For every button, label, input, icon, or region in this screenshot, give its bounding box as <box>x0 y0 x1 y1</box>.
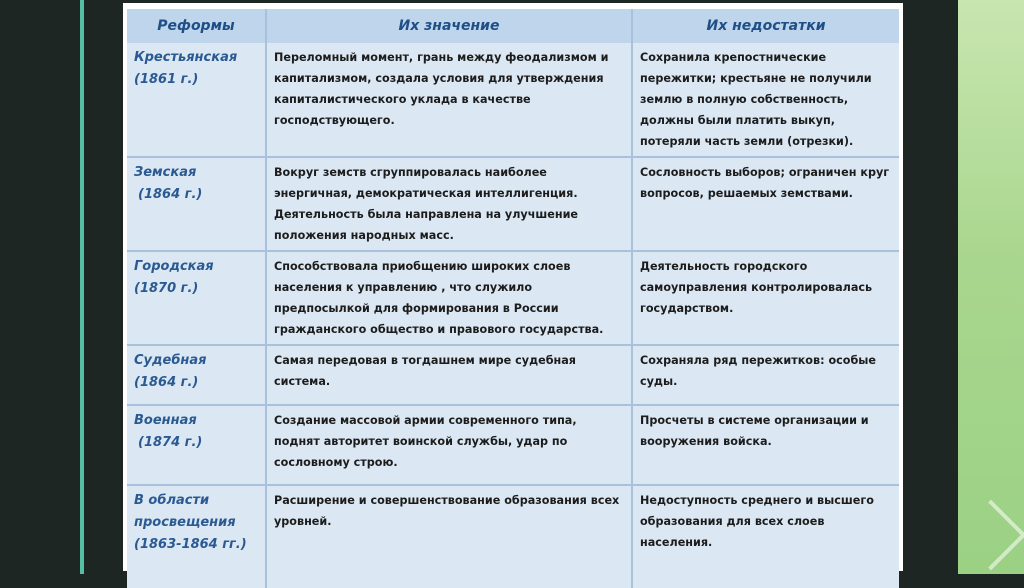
table-row <box>127 43 899 158</box>
reform-year: (1874 г.) <box>138 435 203 450</box>
drawbacks-cell: Недоступность среднего и высшего образования для всех слоев населения. <box>633 486 899 588</box>
reform-year: (1864 г.) <box>138 187 203 202</box>
reform-year: (1861 г.) <box>134 72 199 87</box>
significance-cell: Расширение и совершенствование образования всех уровней. <box>267 486 633 588</box>
chevron-decoration-icon <box>956 500 1024 571</box>
header-reforms: Реформы <box>127 9 267 43</box>
significance-cell: Создание массовой армии современного типа, поднят авторитет воинской службы, удар по сословному строю. <box>267 406 633 486</box>
table-row <box>127 252 899 346</box>
right-decorative-panel <box>958 0 1024 574</box>
drawbacks-cell: Сохранила крепостнические пережитки; крестьяне не получили землю в полную собственность, должны были платить выкуп, потеряли часть земли (отрезки). <box>633 43 899 158</box>
drawbacks-cell: Деятельность городского самоуправления контролировалась государством. <box>633 252 899 346</box>
significance-cell: Способствовала приобщению широких слоев населения к управлению , что служило предпосылкой для формирования в России гражданского общество и правового государства. <box>267 252 633 346</box>
significance-cell: Переломный момент, грань между феодализмом и капитализмом, создала условия для утверждения капиталистического уклада в качестве господствующего. <box>267 43 633 158</box>
drawbacks-cell: Сословность выборов; ограничен круг вопросов, решаемых земствами. <box>633 158 899 252</box>
table-row <box>127 158 899 252</box>
table-row <box>127 346 899 406</box>
reform-name: Крестьянская <box>134 50 238 65</box>
reform-year: (1863-1864 гг.) <box>134 537 247 552</box>
reform-name: Военная <box>134 413 197 428</box>
table-row <box>127 406 899 486</box>
slide-content <box>123 3 903 571</box>
reform-year: (1864 г.) <box>134 375 199 390</box>
reform-name-cell <box>127 346 267 406</box>
reform-name: В области просвещения <box>134 493 236 530</box>
header-drawbacks: Их недостатки <box>633 9 899 43</box>
reform-name-cell <box>127 252 267 346</box>
reform-name-cell <box>127 158 267 252</box>
table-row <box>127 486 899 588</box>
reform-name: Земская <box>134 165 197 180</box>
reform-name-cell <box>127 486 267 588</box>
header-row <box>127 9 899 43</box>
drawbacks-cell: Сохраняла ряд пережитков: особые суды. <box>633 346 899 406</box>
reform-year: (1870 г.) <box>134 281 199 296</box>
drawbacks-cell: Просчеты в системе организации и вооружения войска. <box>633 406 899 486</box>
significance-cell: Самая передовая в тогдашнем мире судебная система. <box>267 346 633 406</box>
header-significance: Их значение <box>267 9 633 43</box>
reform-name-cell <box>127 43 267 158</box>
reforms-table <box>127 9 899 588</box>
reform-name: Судебная <box>134 353 207 368</box>
significance-cell: Вокруг земств сгруппировалась наиболее энергичная, демократическая интеллигенция. Деятельность была направлена на улучшение положения народных масс. <box>267 158 633 252</box>
reform-name-cell <box>127 406 267 486</box>
left-accent-line <box>80 0 84 574</box>
reform-name: Городская <box>134 259 214 274</box>
